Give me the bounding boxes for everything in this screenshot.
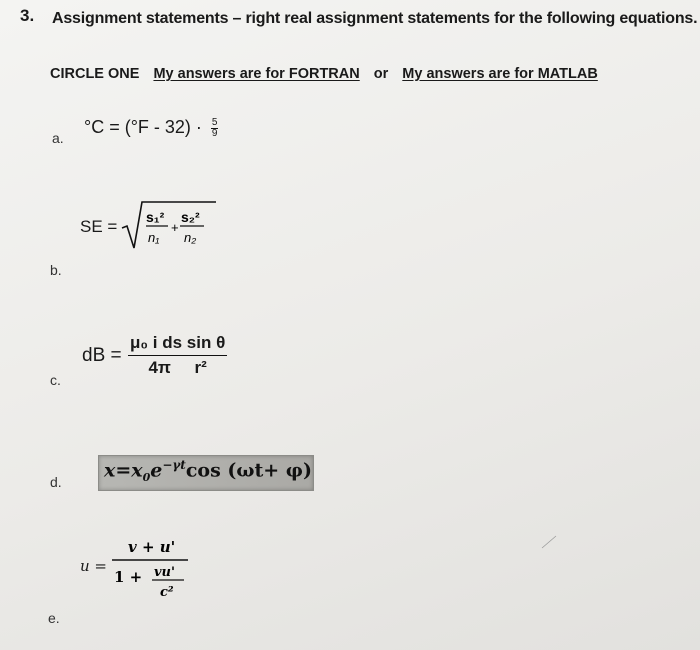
circle-one-label: CIRCLE ONE [50,66,140,82]
question-text: Assignment statements – right real assignment statements for the following equations. [52,10,698,27]
radical-sign [122,202,216,248]
eq-b-t2-num: s₂² [181,209,200,225]
fortran-option[interactable]: My answers are for FORTRAN [153,66,360,82]
eq-d-x0: x [131,459,143,482]
item-label-d: d. [50,474,62,490]
eq-d-sub0: 0 [142,471,151,485]
equation-c-fraction [128,333,227,378]
eq-b-t1-den: n₁ [148,230,160,245]
item-label-b: b. [50,262,62,278]
eq-e-num: v + u' [128,538,176,556]
eq-d-exponent: −γt [162,458,186,472]
item-label-a: a. [52,130,64,146]
eq-b-t1-num: s₁² [146,209,165,225]
eq-c-lhs: dB = [82,345,122,366]
item-label-c: c. [50,372,61,388]
eq-b-t2-den: n₂ [184,230,197,245]
equation-d [104,458,312,484]
question-number: 3. [20,6,35,25]
eq-a-den: 9 [211,127,218,139]
eq-e-lhs: u = [80,557,107,575]
eq-e-den-one: 1 + [114,568,143,586]
eq-e-inner-num: vu' [154,565,175,580]
eq-d-equals: = [115,459,132,482]
eq-a-num: 5 [211,116,218,128]
eq-a-fraction [211,118,219,139]
circle-one-row [50,66,608,82]
eq-d-e: e [150,459,163,482]
eq-d-rest: cos (ωt+ φ) [185,459,312,482]
eq-a-lhs: °C = (°F - 32) · [84,117,202,137]
equation-e-fraction [108,530,208,610]
eq-e-inner-den: c² [160,585,174,600]
eq-b-lhs: SE = [80,217,118,236]
equation-b-radical [118,196,218,256]
eq-b-plus: + [171,220,179,235]
or-text: or [373,66,389,82]
eq-d-x: x [104,459,116,482]
pen-mark [540,532,560,552]
eq-c-num: μ₀ i ds sin θ [128,333,227,356]
matlab-option[interactable]: My answers are for MATLAB [402,66,598,82]
eq-c-den: 4π r² [148,358,207,377]
equation-a [84,117,218,139]
item-label-e: e. [48,610,60,626]
